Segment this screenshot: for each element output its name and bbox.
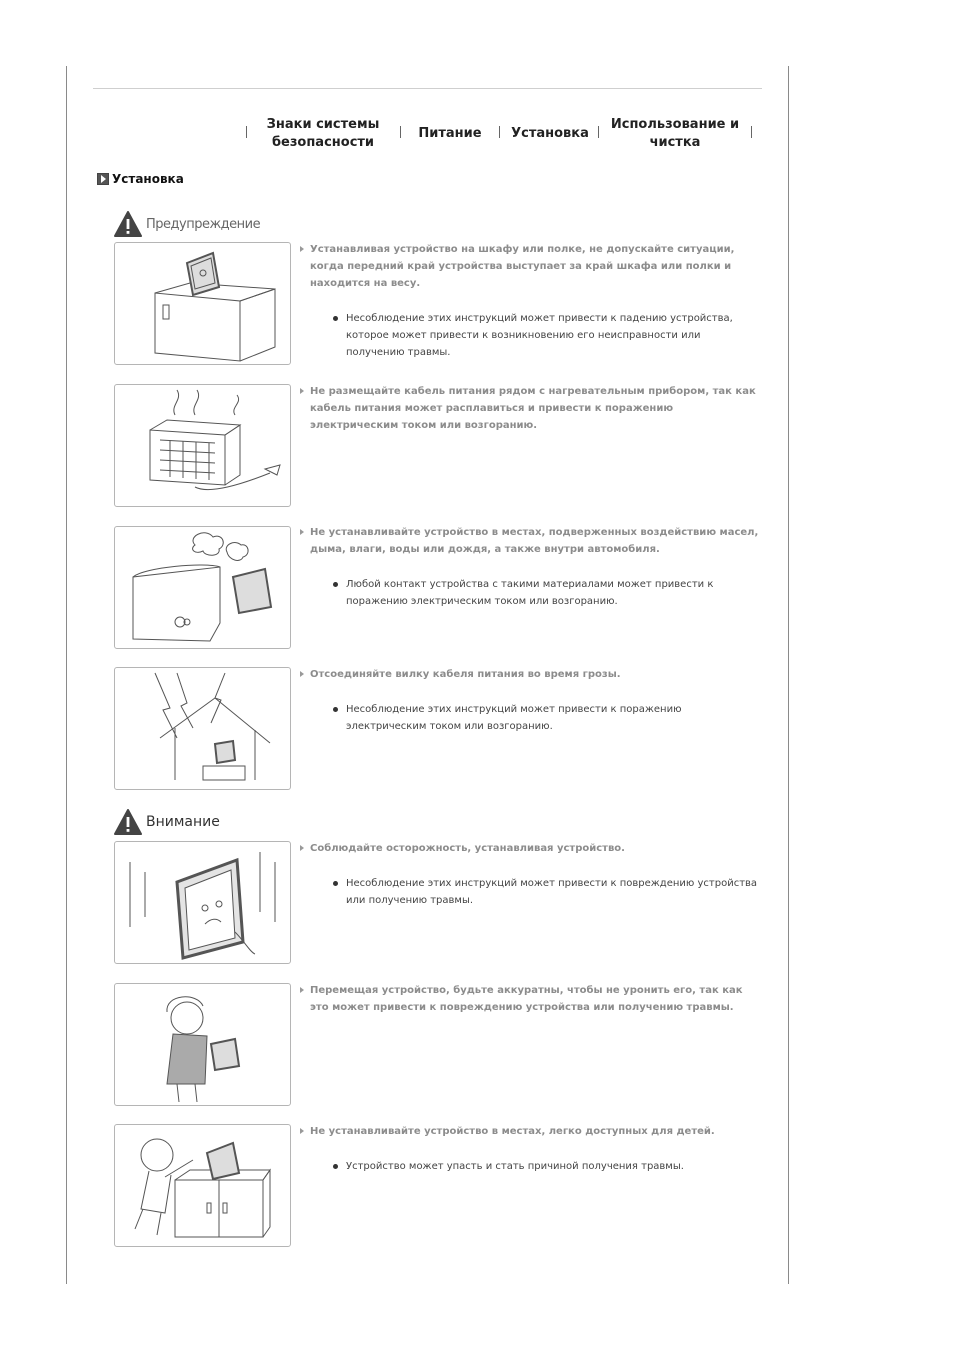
nav-tab-usage-cleaning[interactable]: Использование и чистка	[610, 117, 740, 150]
caution-entry-children	[298, 1123, 764, 1175]
play-square-icon	[97, 173, 109, 185]
page-border-left	[66, 66, 67, 1284]
warning-label-text: Предупреждение	[146, 216, 261, 232]
warning-label	[114, 211, 260, 237]
cabinet-device-icon	[115, 243, 290, 364]
page-border-right	[788, 66, 789, 1284]
lightning-icon	[115, 668, 290, 789]
warning-triangle-icon	[114, 211, 142, 237]
nav-separator	[400, 126, 401, 138]
entry-heading: Соблюдайте осторожность, устанавливая устройство.	[298, 840, 764, 857]
humidifier-icon	[115, 527, 290, 648]
illustration-cabinet-edge	[114, 242, 291, 365]
illustration-thunderstorm	[114, 667, 291, 790]
entry-bullet: Любой контакт устройства с такими материалами может привести к поражению электрическим током или возгоранию.	[346, 576, 764, 610]
warning-entry-thunderstorm	[298, 666, 764, 735]
warning-triangle-icon	[114, 809, 142, 835]
nav-tab-power[interactable]: Питание	[418, 126, 482, 141]
entry-heading: Перемещая устройство, будьте аккуратны, чтобы не уронить его, так как это может привести к повреждению устройства или получению травмы.	[298, 982, 764, 1016]
illustration-child-reach	[114, 1124, 291, 1247]
nav-separator	[246, 126, 247, 138]
nav-separator	[751, 126, 752, 138]
person-carrying-icon	[115, 984, 290, 1105]
caution-label-text: Внимание	[146, 814, 220, 830]
nav-separator	[598, 126, 599, 138]
illustration-falling-device	[114, 841, 291, 964]
nav-tab-installation[interactable]: Установка	[511, 126, 589, 141]
warning-entry-heater	[298, 383, 764, 434]
entry-heading: Отсоединяйте вилку кабеля питания во время грозы.	[298, 666, 764, 683]
entry-bullet: Устройство может упасть и стать причиной получения травмы.	[346, 1158, 764, 1175]
entry-heading: Не устанавливайте устройство в местах, подверженных воздействию масел, дыма, влаги, воды или дождя, а также внутри автомобиля.	[298, 524, 764, 558]
entry-heading: Не размещайте кабель питания рядом с нагревательным прибором, так как кабель питания может расплавиться и привести к поражению электрическим током или возгоранию.	[298, 383, 764, 434]
section-title: Установка	[112, 172, 184, 186]
nav-separator	[499, 126, 500, 138]
section-heading	[97, 172, 184, 186]
entry-bullet: Несоблюдение этих инструкций может привести к повреждению устройства или получению травмы.	[346, 875, 764, 909]
section-nav	[240, 114, 760, 154]
caution-entry-careful-install	[298, 840, 764, 909]
illustration-heater-cable	[114, 384, 291, 507]
caution-entry-moving	[298, 982, 764, 1016]
child-cabinet-icon	[115, 1125, 290, 1246]
illustration-humidifier	[114, 526, 291, 649]
nav-tab-safety-signs[interactable]: Знаки системы безопасности	[266, 117, 380, 150]
entry-bullet: Несоблюдение этих инструкций может привести к поражению электрическим током или возгоранию.	[346, 701, 764, 735]
header-rule	[93, 88, 762, 89]
warning-entry-cabinet	[298, 241, 764, 361]
illustration-carrying-device	[114, 983, 291, 1106]
caution-label	[114, 809, 220, 835]
falling-device-icon	[115, 842, 290, 963]
heater-icon	[115, 385, 290, 506]
entry-heading: Не устанавливайте устройство в местах, легко доступных для детей.	[298, 1123, 764, 1140]
entry-bullet: Несоблюдение этих инструкций может привести к падению устройства, которое может привести к возникновению его неисправности или получению травмы.	[346, 310, 764, 361]
warning-entry-moisture	[298, 524, 764, 610]
entry-heading: Устанавливая устройство на шкафу или полке, не допускайте ситуации, когда передний край устройства выступает за край шкафа или полки и находится на весу.	[298, 241, 764, 292]
